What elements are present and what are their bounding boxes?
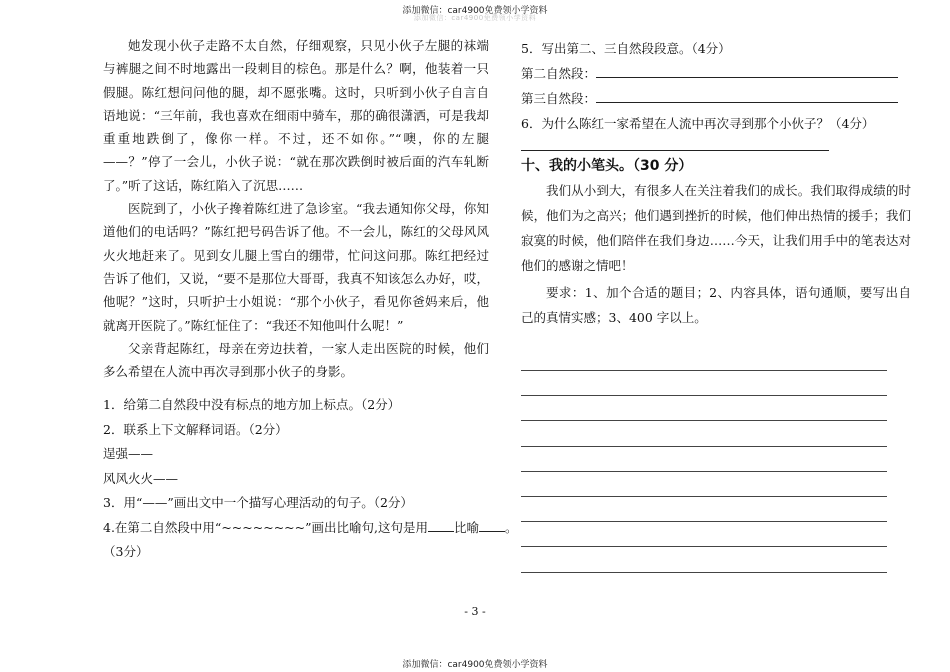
passage-paragraph-3: 父亲背起陈红，母亲在旁边扶着，一家人走出医院的时候，他们多么希望在人流中再次寻到那小伙子的身影。 [103, 340, 489, 380]
writing-line[interactable] [521, 572, 887, 573]
question-4-part-a: 4.在第二自然段中用“ [103, 519, 222, 535]
wave-mark: ~~~~~~~~ [221, 519, 306, 535]
question-4 [103, 516, 518, 541]
watermark-top: 添加微信：car4900免费领小学资料 [402, 6, 548, 16]
writing-line[interactable] [521, 496, 887, 497]
passage-paragraph-1: 她发现小伙子走路不太自然，仔细观察，只见小伙子左腿的袜端与裤腿之间不时地露出一段刺目的棕色。那是什么？啊，他装着一只假腿。陈红想问问他的腿，却不愿张嘴。这时，只听到小伙子自言自语地说：“三年前，我也喜欢在细雨中骑车，那的确很潇洒，可是我却重重地跌倒了，像你一样。不过，还不如你。”“噢，你的左腿——？”停了一会儿，小伙子说：“就在那次跌倒时被后面的汽车轧断了。”听了这话，陈红陷入了沉思…… [103, 38, 489, 193]
writing-lines[interactable] [521, 370, 887, 597]
paragraph-2-summary [521, 61, 911, 86]
writing-line[interactable] [521, 395, 887, 396]
question-3: 3．用“——”画出文中一个描写心理活动的句子。（2分） [103, 495, 413, 511]
reading-column [103, 34, 518, 565]
question-1: 1．给第二自然段中没有标点的地方加上标点。（2分） [103, 397, 401, 413]
page-number: - 3 - [464, 605, 486, 618]
paragraph-2-answer-line[interactable] [596, 63, 898, 78]
essay-prompt: 我们从小到大，有很多人在关注着我们的成长。我们取得成绩的时候，他们为之高兴；他们遇到挫折的时候，他们伸出热情的援手；我们寂寞的时候，他们陪伴在我们身边……今天，让我们用手中的笔表达对他们的感谢之情吧！ [521, 183, 911, 273]
passage-paragraph-2: 医院到了，小伙子搀着陈红进了急诊室。“我去通知你父母，你知道他们的电话吗？”陈红把号码告诉了他。不一会儿，陈红的父母风风火火地赶来了。见到女儿腿上雪白的绷带，忙问这问那。陈红把经过告诉了他们，又说，“要不是那位大哥哥，我真不知该怎么办好，哎，他呢？”这时，只听护士小姐说：“那个小伙子，看见你爸妈来后，他就离开医院了。”陈红怔住了：“我还不知他叫什么呢！” [103, 201, 489, 333]
writing-line[interactable] [521, 420, 887, 421]
writing-line[interactable] [521, 370, 887, 371]
paragraph-3-answer-line[interactable] [596, 88, 898, 103]
question-4-score: （3分） [103, 544, 149, 560]
question-4-part-d: 。 [505, 519, 518, 535]
paragraph-3-label: 第三自然段： [521, 91, 597, 106]
watermark-bottom: 添加微信：car4900免费领小学资料 [402, 660, 548, 670]
writing-line[interactable] [521, 521, 887, 522]
question-6-answer-line[interactable] [521, 136, 829, 151]
question-4-part-b: ”画出比喻句,这句是用 [305, 519, 428, 535]
paragraph-2-label: 第二自然段： [521, 66, 597, 81]
section-title: 十、我的小笔头。（30 分） [521, 158, 693, 174]
word-1: 逞强—— [103, 446, 154, 462]
questions-column [521, 36, 911, 330]
paragraph-3-summary [521, 86, 911, 111]
question-5: 5．写出第二、三自然段段意。（4分） [521, 41, 731, 56]
question-4-part-c: 比喻 [454, 519, 480, 535]
answer-blank-2[interactable] [479, 519, 505, 532]
answer-blank-1[interactable] [428, 519, 454, 532]
writing-line[interactable] [521, 471, 887, 472]
essay-requirement: 要求：1、加个合适的题目；2、内容具体，语句通顺，要写出自己的真情实感；3、400 字以上。 [521, 285, 911, 325]
writing-line[interactable] [521, 446, 887, 447]
writing-line[interactable] [521, 546, 887, 547]
question-2: 2．联系上下文解释词语。（2分） [103, 421, 288, 437]
word-2: 风风火火—— [103, 470, 179, 486]
watermark-ghost: 添加微信：car4900免费领小学资料 [413, 14, 537, 22]
question-6: 6．为什么陈红一家希望在人流中再次寻到那个小伙子？（4分） [521, 116, 875, 131]
